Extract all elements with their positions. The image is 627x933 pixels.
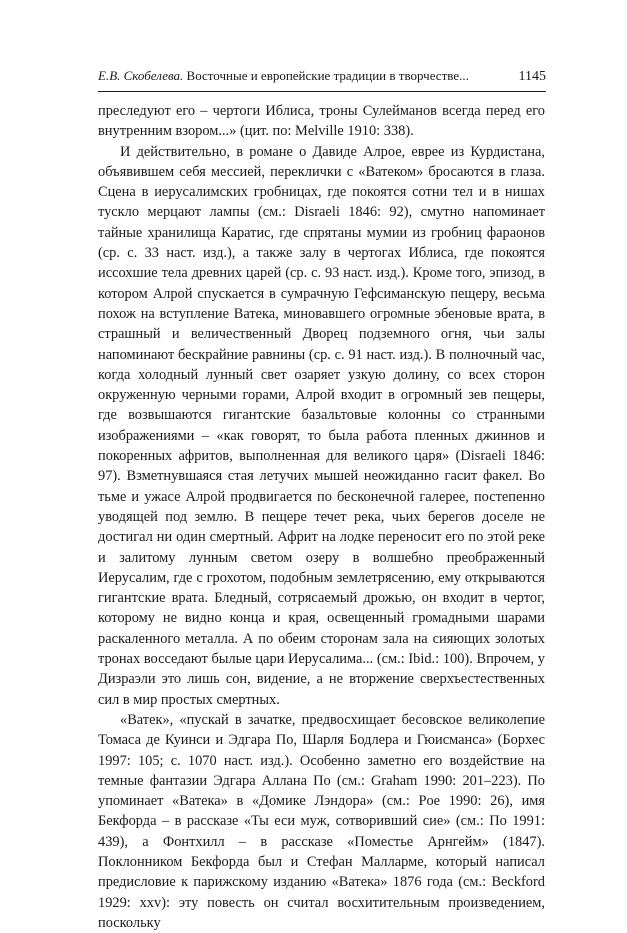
paragraph: И действительно, в романе о Давиде Алрое, еврее из Курдистана, объявившем себя мессией, переклички с «Ватеком» бросаются в глаза. Сцена в иерусалимских гробницах, где покоятся сотни тел и в нишах тускло мерцают лампы (см.: Disraeli 1846: 92), смутно напоминает тайные хранилища Каратис, где спрятаны мумии из гробниц фараонов (ср. с. 33 наст. изд.), а также залу в чертогах Иблиса, где покоятся иссохшие тела древних царей (ср. с. 93 наст. изд.). Кроме того, эпизод, в котором Алрой спускается в сумрачную Гефсиманскую пещеру, весьма похож на вступление Ватека, миновавшего огромные эбеновые врата, в страшный и величественный Дворец подземного огня, чьи залы напоминают бескрайние равнины (ср. с. 91 наст. изд.). В полночный час, когда холодный лунный свет озаряет узкую долину, со всех сторон окруженную черными горами, Алрой входит в огромный зев пещеры, где возвышаются гигантские базальтовые колонны со странными изображениями – «как говорят, то была работа пленных джиннов и покоренных афритов, выполненная для великого царя» (Disraeli 1846: 97). Взметнувшаяся стая летучих мышей неожиданно гасит факел. Во тьме и ужасе Алрой продвигается по бесконечной галерее, постепенно уводящей под землю. В пещере течет река, чьих берегов доселе не достигал ни один смертный. Африт на лодке переносит его по этой реке и залитому лунным светом озеру в волшебно преображенный Иерусалим, где с грохотом, подобным землетрясению, ему открываются гигантские врата. Бледный, сотрясаемый дрожью, он входит в чертог, которому не видно конца и края, освещенный громадными шарами раскаленного металла. А по обеим сторонам зала на сияющих золотых тронах восседают былые цари Иерусалима... (см.: Ibid.: 100). Впрочем, у Дизраэли это лишь сон, видение, а не вторжение сверхъестественных сил в мир простых смертных. xyxy=(98,143,545,708)
header-author: Е.В. Скобелева. xyxy=(98,68,184,83)
body-text xyxy=(98,101,545,933)
running-header xyxy=(98,67,546,87)
page-number: 1145 xyxy=(518,69,546,84)
paragraph-continuation: преследуют его – чертоги Иблиса, троны Сулейманов всегда перед его внутренним взором...» (цит. по: Melville 1910: 338). xyxy=(98,103,545,140)
running-title xyxy=(98,67,469,85)
header-divider xyxy=(98,91,546,92)
paragraph: «Ватек», «пускай в зачатке, предвосхищает бесовское великолепие Томаса де Куинси и Эдгара По, Шарля Бодлера и Гюисманса» (Борхес 1997: 105; с. 1070 наст. изд.). Особенно заметно его воздействие на темные фантазии Эдгара Аллана По (см.: Graham 1990: 201–223). По упоминает «Ватека» в «Домике Лэндора» (см.: Poe 1990: 26), имя Бекфорда – в рассказе «Ты еси муж, сотворивший сие» (см.: По 1991: 439), а Фонтхилл – в рассказе «Поместье Арнгейм» (1847). Поклонником Бекфорда был и Стефан Малларме, который написал предисловие к парижскому изданию «Ватека» 1876 года (см.: Beckford 1929: xxv): эту повесть он считал восхитительным произведением, поскольку xyxy=(98,711,545,931)
header-title: Восточные и европейские традиции в творчестве... xyxy=(183,68,469,83)
